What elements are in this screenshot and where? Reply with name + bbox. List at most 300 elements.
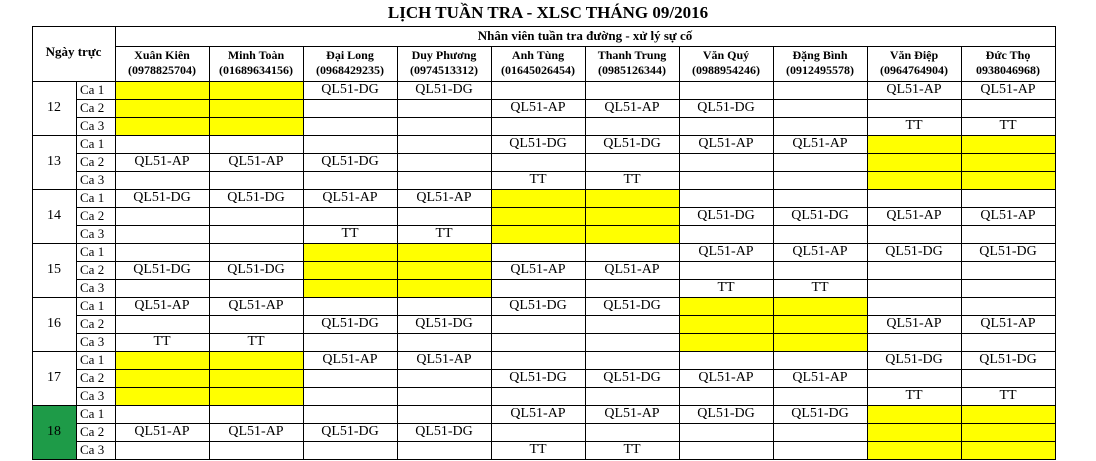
grid-line: [76, 81, 77, 460]
assignment-cell: [679, 387, 773, 405]
assignment-cell: [773, 423, 867, 441]
shift-label: Ca 3: [80, 226, 105, 241]
page-title: LỊCH TUẦN TRA - XLSC THÁNG 09/2016: [387, 3, 709, 22]
assignment-cell: [303, 117, 397, 135]
staff-header: [115, 46, 209, 81]
assignment-cell: [773, 261, 867, 279]
off-duty-cell: [209, 99, 303, 117]
grid-line: [76, 171, 1056, 172]
shift-label: Ca 3: [80, 334, 105, 349]
assignment-cell: QL51-AP: [886, 208, 942, 223]
off-duty-cell: [303, 243, 397, 261]
assignment-cell: TT: [905, 118, 923, 133]
assignment-cell: [585, 351, 679, 369]
assignment-cell: [397, 297, 491, 315]
assignment-cell: [773, 387, 867, 405]
off-duty-cell: [961, 423, 1055, 441]
assignment-cell: [679, 423, 773, 441]
assignment-cell: [961, 99, 1055, 117]
assignment-cell: [961, 261, 1055, 279]
assignment-cell: [961, 297, 1055, 315]
assignment-cell: [209, 243, 303, 261]
assignment-cell: QL51-DG: [509, 136, 567, 151]
assignment-cell: [491, 81, 585, 99]
assignment-cell: QL51-DG: [885, 244, 943, 259]
assignment-cell: [397, 153, 491, 171]
assignment-cell: [585, 423, 679, 441]
day-cell: 15: [47, 262, 61, 277]
assignment-cell: QL51-AP: [416, 190, 472, 205]
assignment-cell: [867, 189, 961, 207]
assignment-cell: TT: [999, 118, 1017, 133]
staff-header: [491, 46, 585, 81]
off-duty-cell: [491, 225, 585, 243]
assignment-cell: [679, 441, 773, 459]
assignment-cell: QL51-AP: [134, 424, 190, 439]
staff-name: Đặng Bình: [792, 48, 848, 62]
shift-label: Ca 1: [80, 244, 105, 259]
assignment-cell: [491, 315, 585, 333]
off-duty-cell: [679, 297, 773, 315]
off-duty-cell: [679, 315, 773, 333]
assignment-cell: [209, 279, 303, 297]
assignment-cell: QL51-AP: [228, 154, 284, 169]
staff-header: [961, 46, 1055, 81]
assignment-cell: [585, 333, 679, 351]
grid-line: [76, 387, 1056, 388]
assignment-cell: [303, 207, 397, 225]
assignment-cell: [115, 225, 209, 243]
assignment-cell: [397, 171, 491, 189]
assignment-cell: QL51-DG: [697, 100, 755, 115]
off-duty-cell: [209, 369, 303, 387]
assignment-cell: QL51-DG: [509, 298, 567, 313]
off-duty-cell: [961, 153, 1055, 171]
assignment-cell: QL51-AP: [134, 154, 190, 169]
assignment-cell: [867, 279, 961, 297]
assignment-cell: [585, 387, 679, 405]
off-duty-cell: [867, 153, 961, 171]
shift-label: Ca 3: [80, 280, 105, 295]
assignment-cell: QL51-AP: [604, 406, 660, 421]
assignment-cell: [773, 153, 867, 171]
off-duty-cell: [961, 171, 1055, 189]
assignment-cell: QL51-AP: [792, 370, 848, 385]
assignment-cell: [773, 81, 867, 99]
staff-header: [585, 46, 679, 81]
staff-name: Minh Toàn: [227, 48, 285, 62]
staff-phone: (0968429235): [316, 63, 384, 77]
staff-header: [303, 46, 397, 81]
assignment-cell: [115, 405, 209, 423]
assignment-cell: QL51-DG: [509, 370, 567, 385]
off-duty-cell: [585, 225, 679, 243]
assignment-cell: QL51-AP: [510, 406, 566, 421]
off-duty-cell: [397, 261, 491, 279]
assignment-cell: QL51-DG: [791, 208, 849, 223]
assignment-cell: QL51-DG: [603, 370, 661, 385]
off-duty-cell: [773, 315, 867, 333]
assignment-cell: [679, 189, 773, 207]
off-duty-cell: [115, 351, 209, 369]
shift-label: Ca 1: [80, 298, 105, 313]
assignment-cell: [397, 405, 491, 423]
grid-line: [491, 46, 492, 460]
off-duty-cell: [491, 189, 585, 207]
assignment-cell: QL51-AP: [792, 136, 848, 151]
assignment-cell: [867, 225, 961, 243]
assignment-cell: QL51-DG: [415, 424, 473, 439]
off-duty-cell: [115, 99, 209, 117]
assignment-cell: [773, 441, 867, 459]
assignment-cell: QL51-DG: [697, 208, 755, 223]
off-duty-cell: [209, 351, 303, 369]
grid-line: [585, 46, 586, 460]
day-cell: 18: [32, 405, 76, 459]
off-duty-cell: [209, 81, 303, 99]
assignment-cell: QL51-AP: [322, 190, 378, 205]
assignment-cell: QL51-AP: [698, 244, 754, 259]
assignment-cell: [585, 117, 679, 135]
assignment-cell: [867, 333, 961, 351]
off-duty-cell: [961, 441, 1055, 459]
staff-name: Duy Phương: [411, 48, 477, 62]
assignment-cell: QL51-AP: [228, 298, 284, 313]
assignment-cell: QL51-AP: [980, 316, 1036, 331]
assignment-cell: [397, 135, 491, 153]
grid-line: [76, 225, 1056, 226]
off-duty-cell: [303, 261, 397, 279]
grid-line: [32, 459, 1056, 460]
off-duty-cell: [115, 81, 209, 99]
staff-phone: (01645026454): [501, 63, 575, 77]
assignment-cell: QL51-DG: [321, 82, 379, 97]
assignment-cell: [867, 99, 961, 117]
assignment-cell: [397, 333, 491, 351]
staff-header: [773, 46, 867, 81]
assignment-cell: [491, 423, 585, 441]
assignment-cell: [209, 315, 303, 333]
assignment-cell: [679, 81, 773, 99]
assignment-cell: TT: [529, 172, 547, 187]
staff-header: [209, 46, 303, 81]
assignment-cell: QL51-DG: [415, 82, 473, 97]
grid-line: [397, 46, 398, 460]
grid-line: [32, 243, 1056, 244]
assignment-cell: QL51-AP: [604, 100, 660, 115]
assignment-cell: [961, 279, 1055, 297]
assignment-cell: QL51-DG: [321, 154, 379, 169]
assignment-cell: [679, 351, 773, 369]
grid-line: [76, 207, 1056, 208]
grid-line: [209, 46, 210, 460]
assignment-cell: [773, 351, 867, 369]
off-duty-cell: [491, 207, 585, 225]
assignment-cell: [115, 207, 209, 225]
staff-name: Văn Quý: [702, 48, 750, 62]
assignment-cell: [397, 369, 491, 387]
assignment-cell: QL51-DG: [133, 262, 191, 277]
assignment-cell: [679, 171, 773, 189]
staff-header: [397, 46, 491, 81]
off-duty-cell: [397, 279, 491, 297]
staff-name: Văn Điệp: [889, 48, 939, 62]
assignment-cell: TT: [999, 388, 1017, 403]
assignment-cell: [867, 261, 961, 279]
assignment-cell: QL51-AP: [134, 298, 190, 313]
off-duty-cell: [303, 279, 397, 297]
off-duty-cell: [773, 333, 867, 351]
assignment-cell: [961, 333, 1055, 351]
assignment-cell: [209, 171, 303, 189]
staff-group-header: Nhân viên tuần tra đường - xử lý sự cố: [477, 28, 693, 43]
assignment-cell: [679, 117, 773, 135]
assignment-cell: [773, 189, 867, 207]
assignment-cell: QL51-DG: [979, 352, 1037, 367]
shift-label: Ca 2: [80, 100, 105, 115]
assignment-cell: TT: [623, 442, 641, 457]
grid-line: [76, 333, 1056, 334]
assignment-cell: [397, 99, 491, 117]
shift-label: Ca 2: [80, 208, 105, 223]
assignment-cell: QL51-DG: [133, 190, 191, 205]
assignment-cell: QL51-DG: [227, 262, 285, 277]
assignment-cell: TT: [623, 172, 641, 187]
off-duty-cell: [679, 333, 773, 351]
assignment-cell: [115, 441, 209, 459]
staff-phone: (0988954246): [692, 63, 760, 77]
assignment-cell: TT: [247, 334, 265, 349]
off-duty-cell: [867, 135, 961, 153]
assignment-cell: TT: [529, 442, 547, 457]
off-duty-cell: [961, 135, 1055, 153]
assignment-cell: QL51-DG: [791, 406, 849, 421]
assignment-cell: [491, 153, 585, 171]
staff-name: Anh Tùng: [511, 48, 565, 62]
shift-label: Ca 1: [80, 406, 105, 421]
grid-line: [303, 46, 304, 460]
day-cell: 13: [47, 154, 61, 169]
assignment-cell: QL51-AP: [980, 82, 1036, 97]
off-duty-cell: [115, 117, 209, 135]
assignment-cell: [867, 297, 961, 315]
assignment-cell: [773, 171, 867, 189]
shift-label: Ca 1: [80, 352, 105, 367]
assignment-cell: QL51-DG: [603, 298, 661, 313]
assignment-cell: [961, 225, 1055, 243]
grid-line: [76, 441, 1056, 442]
staff-name: Xuân Kiên: [134, 48, 190, 62]
assignment-cell: QL51-AP: [510, 100, 566, 115]
assignment-cell: [209, 225, 303, 243]
assignment-cell: [115, 171, 209, 189]
staff-name: Thanh Trung: [597, 48, 667, 62]
assignment-cell: TT: [811, 280, 829, 295]
assignment-cell: [961, 189, 1055, 207]
off-duty-cell: [209, 387, 303, 405]
assignment-cell: QL51-DG: [979, 244, 1037, 259]
assignment-cell: [773, 117, 867, 135]
assignment-cell: QL51-DG: [415, 316, 473, 331]
assignment-cell: QL51-DG: [697, 406, 755, 421]
day-cell: 17: [47, 370, 61, 385]
assignment-cell: [303, 405, 397, 423]
grid-line: [76, 279, 1056, 280]
grid-line: [76, 369, 1056, 370]
staff-header: [867, 46, 961, 81]
assignment-cell: [585, 81, 679, 99]
assignment-cell: QL51-AP: [698, 370, 754, 385]
off-duty-cell: [115, 387, 209, 405]
assignment-cell: QL51-AP: [228, 424, 284, 439]
grid-line: [76, 153, 1056, 154]
assignment-cell: [115, 279, 209, 297]
grid-line: [76, 315, 1056, 316]
grid-line: [32, 81, 1056, 82]
off-duty-cell: [773, 297, 867, 315]
shift-label: Ca 1: [80, 82, 105, 97]
grid-line: [32, 26, 1056, 27]
assignment-cell: [491, 387, 585, 405]
shift-label: Ca 3: [80, 172, 105, 187]
day-cell: 14: [47, 208, 61, 223]
ngay-truc-header: Ngày trực: [45, 44, 102, 59]
shift-label: Ca 2: [80, 370, 105, 385]
assignment-cell: QL51-DG: [885, 352, 943, 367]
off-duty-cell: [961, 405, 1055, 423]
assignment-cell: [961, 369, 1055, 387]
grid-line: [773, 46, 774, 460]
assignment-cell: QL51-AP: [886, 82, 942, 97]
assignment-cell: QL51-DG: [321, 424, 379, 439]
grid-line: [679, 46, 680, 460]
off-duty-cell: [585, 207, 679, 225]
assignment-cell: [773, 225, 867, 243]
grid-line: [961, 46, 962, 460]
grid-line: [76, 117, 1056, 118]
assignment-cell: [115, 315, 209, 333]
assignment-cell: [397, 207, 491, 225]
day-cell: 16: [47, 316, 61, 331]
staff-phone: (01689634156): [219, 63, 293, 77]
grid-line: [32, 297, 1056, 298]
assignment-cell: [679, 225, 773, 243]
grid-line: [76, 99, 1056, 100]
staff-phone: (0912495578): [786, 63, 854, 77]
off-duty-cell: [867, 171, 961, 189]
off-duty-cell: [115, 369, 209, 387]
shift-label: Ca 2: [80, 316, 105, 331]
assignment-cell: QL51-AP: [886, 316, 942, 331]
assignment-cell: [491, 333, 585, 351]
assignment-cell: QL51-DG: [227, 190, 285, 205]
shift-label: Ca 3: [80, 442, 105, 457]
grid-line: [867, 46, 868, 460]
shift-label: Ca 3: [80, 388, 105, 403]
assignment-cell: [303, 441, 397, 459]
assignment-cell: [115, 243, 209, 261]
assignment-cell: QL51-AP: [698, 136, 754, 151]
staff-name: Đại Long: [326, 48, 374, 62]
assignment-cell: QL51-AP: [980, 208, 1036, 223]
grid-line: [32, 26, 33, 460]
assignment-cell: QL51-AP: [604, 262, 660, 277]
staff-phone: (0985126344): [598, 63, 666, 77]
assignment-cell: QL51-AP: [322, 352, 378, 367]
assignment-cell: [585, 279, 679, 297]
assignment-cell: [209, 441, 303, 459]
shift-label: Ca 1: [80, 136, 105, 151]
assignment-cell: TT: [905, 388, 923, 403]
shift-label: Ca 1: [80, 190, 105, 205]
off-duty-cell: [397, 243, 491, 261]
assignment-cell: [397, 117, 491, 135]
off-duty-cell: [867, 423, 961, 441]
grid-line: [1055, 26, 1056, 460]
assignment-cell: [303, 333, 397, 351]
assignment-cell: [303, 171, 397, 189]
assignment-cell: [491, 279, 585, 297]
assignment-cell: [491, 351, 585, 369]
grid-line: [115, 26, 116, 460]
grid-line: [76, 423, 1056, 424]
staff-phone: (0978825704): [128, 63, 196, 77]
assignment-cell: TT: [435, 226, 453, 241]
assignment-cell: [585, 153, 679, 171]
staff-header: [679, 46, 773, 81]
assignment-cell: [491, 117, 585, 135]
assignment-cell: QL51-AP: [416, 352, 472, 367]
assignment-cell: TT: [153, 334, 171, 349]
assignment-cell: [585, 315, 679, 333]
grid-line: [32, 189, 1056, 190]
assignment-cell: [585, 243, 679, 261]
assignment-cell: [773, 99, 867, 117]
assignment-cell: [679, 153, 773, 171]
off-duty-cell: [209, 117, 303, 135]
staff-phone: 0938046968): [976, 63, 1040, 77]
shift-label: Ca 3: [80, 118, 105, 133]
shift-label: Ca 2: [80, 262, 105, 277]
assignment-cell: [209, 405, 303, 423]
day-cell: 12: [47, 100, 61, 115]
assignment-cell: [303, 369, 397, 387]
assignment-cell: [397, 387, 491, 405]
assignment-cell: QL51-DG: [321, 316, 379, 331]
assignment-cell: [303, 99, 397, 117]
assignment-cell: [209, 207, 303, 225]
assignment-cell: [303, 297, 397, 315]
assignment-cell: QL51-AP: [792, 244, 848, 259]
assignment-cell: [303, 135, 397, 153]
assignment-cell: [679, 261, 773, 279]
staff-name: Đức Thọ: [985, 48, 1031, 62]
assignment-cell: [867, 369, 961, 387]
off-duty-cell: [585, 189, 679, 207]
off-duty-cell: [867, 441, 961, 459]
grid-line: [76, 261, 1056, 262]
assignment-cell: QL51-AP: [510, 262, 566, 277]
assignment-cell: [115, 135, 209, 153]
assignment-cell: TT: [717, 280, 735, 295]
assignment-cell: [209, 135, 303, 153]
grid-line: [32, 135, 1056, 136]
shift-label: Ca 2: [80, 424, 105, 439]
off-duty-cell: [867, 405, 961, 423]
staff-phone: (0964764904): [880, 63, 948, 77]
assignment-cell: [491, 243, 585, 261]
assignment-cell: [303, 387, 397, 405]
